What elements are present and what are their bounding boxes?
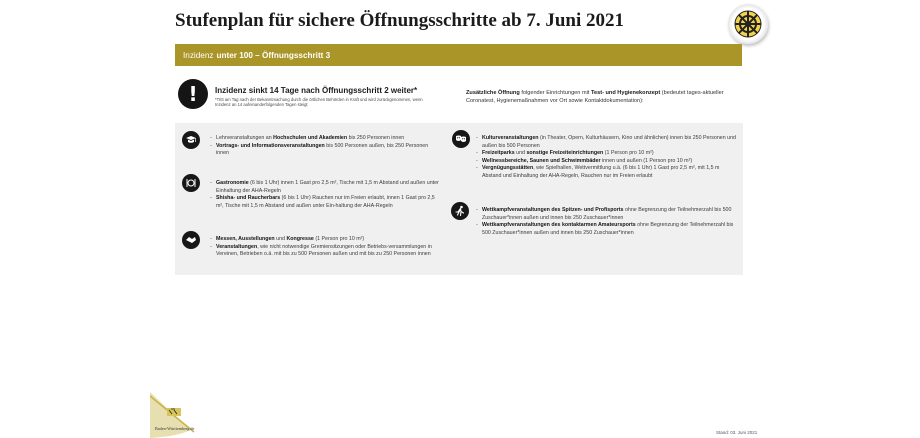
list-item xyxy=(476,207,738,222)
list-item xyxy=(210,143,440,158)
item-bold: Kongresse xyxy=(286,236,314,242)
list-item xyxy=(476,135,738,150)
item-text: (1 Person pro 10 m²) xyxy=(313,236,365,242)
item-bold: Veranstaltungen xyxy=(216,243,258,250)
item-text: und xyxy=(274,236,287,242)
item-bold: sonstige Freizeiteinrichtungen xyxy=(526,150,604,157)
item-bold: Messen, Ausstellungen xyxy=(216,236,275,242)
item-text: (6 bis 1 Uhr) Rauchen nur im Freien erlaubt, innen 1 Gast pro 2,5 m², Tische mit 1,5 m Abstand und außen unter Ein-haltung der AHA-Regeln xyxy=(216,195,435,209)
item-bold: Wettkampfveranstaltungen des Spitzen- und Profisports xyxy=(482,207,624,213)
item-bold: Vortrags- und Informationsveranstaltungen xyxy=(216,142,325,149)
culture-block xyxy=(476,135,738,181)
list-item xyxy=(210,244,440,259)
item-text: bis 250 Personen innen xyxy=(347,135,405,141)
item-text: , wie Spielhallen, Wettvermittlung u.ä. (6 bis 1 Uhr) 1 Gast pro 2,5 m², mit 1,5 m Abstand und Einhaltung der AHA-Regeln, Rauchen nur im Freien erlaubt xyxy=(482,165,720,179)
list-item xyxy=(210,135,440,143)
running-person-icon xyxy=(451,202,469,220)
item-text: bis 500 Personen außen, bis 250 Personen innen xyxy=(216,142,429,157)
intro-text-4: (bedeutet tages-aktueller Coronatest, Hygienemaßnahmen vor Ort sowie Kontaktdokumentation): xyxy=(466,90,724,104)
logo-text: Baden-Württemberg.de xyxy=(155,426,195,431)
intro-text-2: folgender Einrichtungen mit xyxy=(519,90,591,96)
item-text: Lehrveranstaltungen an xyxy=(216,135,274,141)
banner-text: unter 100 – Öffnungsschritt 3 xyxy=(216,50,331,60)
item-text: (6 bis 1 Uhr) innen 1 Gast pro 2,5 m², Tische mit 1,5 m Abstand und außen unter Einhaltung der AHA-Regeln xyxy=(216,180,439,194)
item-text: (in Theater, Opern, Kulturhäusern, Kino und ähnlichen) innen bis 250 Personen und außen bis 500 Personen xyxy=(482,135,737,149)
intro-bold-3: Test- und Hygienekonzept xyxy=(590,90,661,96)
theater-masks-icon xyxy=(452,130,470,148)
list-item xyxy=(476,158,738,166)
intro-text xyxy=(466,89,746,105)
state-seal-logo xyxy=(728,4,768,44)
events-block xyxy=(210,236,440,259)
incidence-banner xyxy=(175,44,742,66)
list-item xyxy=(210,195,440,210)
item-bold: Wettkampfveranstaltungen des kontaktarmen Amateursports xyxy=(482,222,636,229)
graduation-cap-icon xyxy=(182,131,200,149)
intro-bold-1: Zusätzliche Öffnung xyxy=(466,90,520,96)
item-bold: Vergnügungsstätten xyxy=(482,165,534,172)
item-bold: Wellnessbereiche, Saunen und Schwimmbäder xyxy=(482,157,601,164)
banner-prefix: Inzidenz xyxy=(183,50,214,60)
page-title: Stufenplan für sichere Öffnungsschritte ab 7. Juni 2021 xyxy=(175,10,625,31)
gastronomy-block xyxy=(210,180,440,210)
notice-footnote: *Tritt am Tag nach der Bekanntmachung durch die örtlichen Behörden in Kraft und wird zurückgenommen, wenn Inzidenz an 14 aufeinanderfolgenden Tagen steigt xyxy=(215,97,423,108)
item-bold: Freizeitparks xyxy=(482,150,515,157)
sport-block xyxy=(476,207,738,237)
cutlery-icon xyxy=(182,174,200,192)
list-item xyxy=(476,150,738,158)
ship-wheel-icon xyxy=(733,9,763,39)
item-text: (1 Person pro 10 m²) xyxy=(603,150,654,157)
item-text: , wie nicht notwendige Gremiensitzungen oder Betriebs-versammlungen in Vereinen, Betrieben o.ä. mit bis zu 500 Personen außen und mit bis zu 250 Personen innen xyxy=(216,243,432,258)
date-stamp: Stand: 03. Juni 2021 xyxy=(716,430,758,435)
list-item xyxy=(476,222,738,237)
exclamation-icon: ! xyxy=(178,79,208,109)
item-bold: Shisha- und Raucherbars xyxy=(216,195,281,202)
item-bold: Kulturveranstaltungen xyxy=(482,135,539,141)
lions-crest-icon xyxy=(167,408,181,416)
list-item xyxy=(476,165,738,180)
item-text: ohne Begrenzung der Teilnehmerzahl bis 500 Zuschauer*innen außen und innen bis 250 Zuschauer*innen xyxy=(482,222,734,236)
item-bold: Hochschulen und Akademien xyxy=(273,135,348,141)
list-item xyxy=(210,236,440,244)
list-item xyxy=(210,180,440,195)
education-block xyxy=(210,135,440,158)
bw-logo-swoosh xyxy=(150,392,210,438)
item-bold: Gastronomie xyxy=(216,180,249,186)
notice-heading: Inzidenz sinkt 14 Tage nach Öffnungsschritt 2 weiter* xyxy=(215,86,418,95)
item-text: und xyxy=(514,150,527,157)
item-text: ohne Begrenzung der Teilnehmerzahl bis 500 Zuschauer*innen außen und innen bis 250 Zuschauer*innen xyxy=(482,207,732,221)
item-text: innen und außen (1 Person pro 10 m²) xyxy=(600,157,693,164)
handshake-icon xyxy=(182,231,200,249)
